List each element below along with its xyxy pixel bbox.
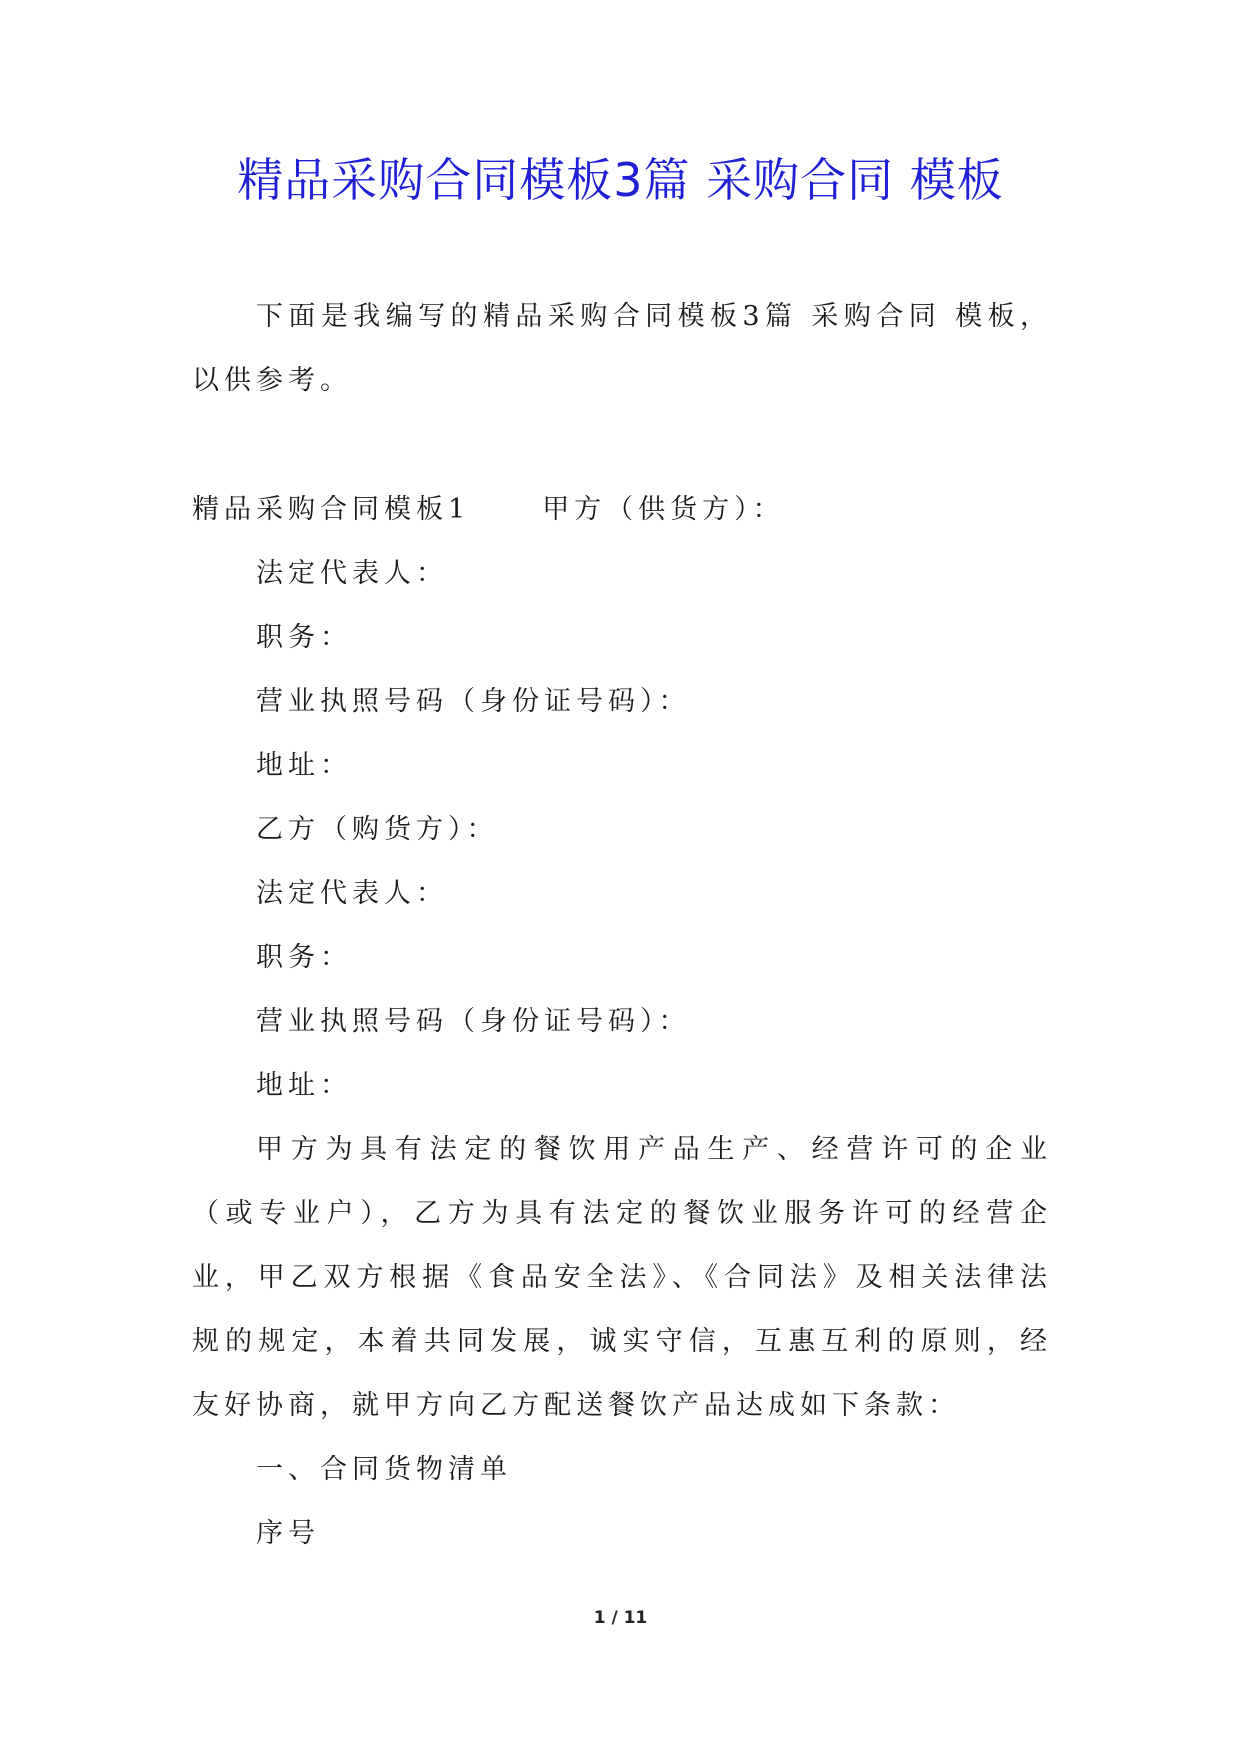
party-a-representative: 法定代表人： <box>256 558 448 589</box>
party-b-position: 职务： <box>256 942 352 973</box>
party-a-address: 地址： <box>256 750 352 781</box>
document-title: 精品采购合同模板3篇 采购合同 模板 <box>237 153 1004 207</box>
party-b-address: 地址： <box>256 1070 352 1101</box>
page-number: 1 / 11 <box>593 1608 648 1628</box>
section-heading: 精品采购合同模板1 <box>192 494 471 525</box>
party-b-representative: 法定代表人： <box>256 878 448 909</box>
clause-heading: 一、合同货物清单 <box>256 1454 512 1485</box>
party-a-position: 职务： <box>256 622 352 653</box>
section-heading-line <box>192 478 1052 542</box>
party-a-license: 营业执照号码（身份证号码）： <box>256 686 691 717</box>
party-b-label: 乙方（购货方）： <box>256 814 499 845</box>
party-a-label: 甲方（供货方）： <box>542 494 785 525</box>
party-b-license: 营业执照号码（身份证号码）： <box>256 1006 691 1037</box>
document-body <box>192 285 1052 1566</box>
table-column-label: 序号 <box>256 1518 320 1549</box>
intro-paragraph: 下面是我编写的精品采购合同模板3篇 采购合同 模板，以供参考。 <box>192 301 1052 396</box>
body-paragraph: 甲方为具有法定的餐饮用产品生产、经营许可的企业（或专业户），乙方为具有法定的餐饮业服务许可的经营企业，甲乙双方根据《食品安全法》、《合同法》及相关法律法规的规定，本着共同发展，诚实守信，互惠互利的原则，经友好协商，就甲方向乙方配送餐饮产品达成如下条款： <box>192 1134 1052 1421</box>
